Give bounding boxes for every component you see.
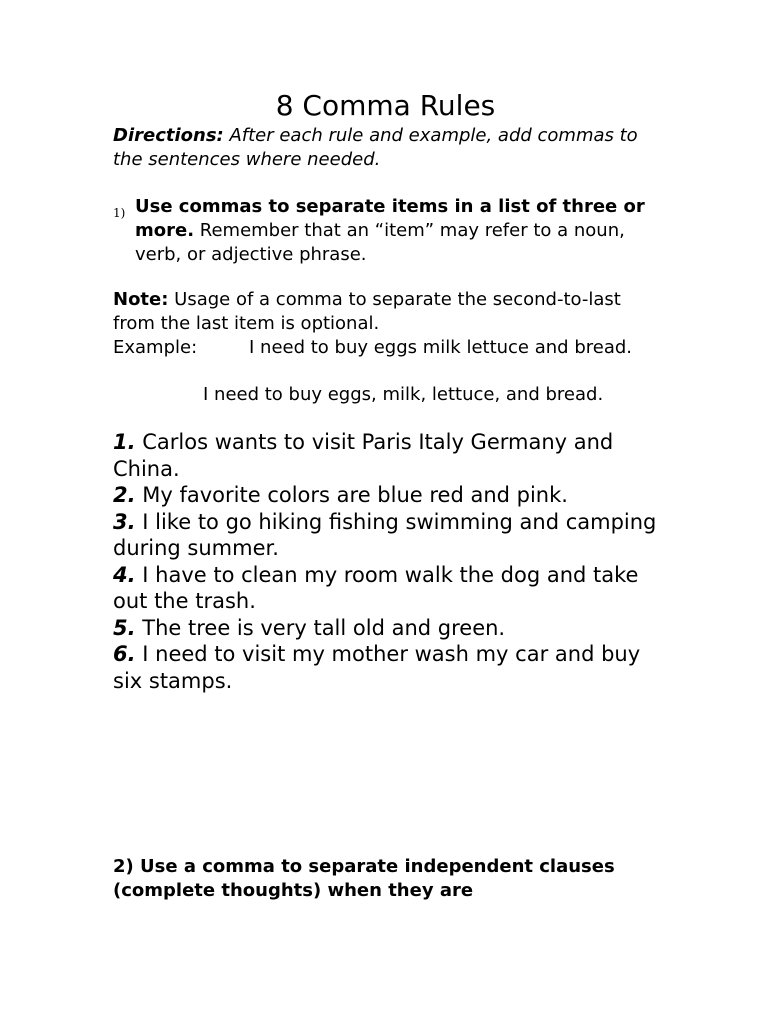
practice-item bbox=[113, 429, 658, 482]
practice-sentence: I have to clean my room walk the dog and take out the trash. bbox=[113, 562, 639, 613]
practice-item bbox=[113, 562, 658, 615]
practice-number: 1. bbox=[113, 430, 136, 454]
rule-1-body bbox=[135, 195, 658, 267]
rule-1-text: Remember that an “item” may refer to a noun, verb, or adjective phrase. bbox=[135, 220, 625, 265]
directions-label: Directions: bbox=[113, 125, 224, 146]
directions bbox=[113, 124, 658, 172]
practice-sentence: The tree is very tall old and green. bbox=[135, 615, 506, 640]
practice-number: 6. bbox=[113, 642, 136, 666]
note-label: Note: bbox=[113, 289, 169, 310]
practice-number: 4. bbox=[113, 562, 136, 587]
practice-number: 5. bbox=[113, 615, 136, 640]
practice-list bbox=[113, 429, 658, 694]
example-before: I need to buy eggs milk lettuce and bread. bbox=[249, 337, 633, 358]
practice-item bbox=[113, 482, 658, 509]
practice-number: 2. bbox=[113, 483, 136, 507]
rule-1-heading: Use commas to separate items in a list of three or more. bbox=[135, 196, 645, 241]
note bbox=[113, 288, 658, 336]
rule-2-heading: 2) Use a comma to separate independent clauses (complete thoughts) when they are bbox=[113, 856, 615, 901]
note-text: Usage of a comma to separate the second-to-last from the last item is optional. bbox=[113, 289, 621, 334]
practice-sentence: I like to go hiking fishing swimming and camping during summer. bbox=[113, 509, 657, 560]
practice-item bbox=[113, 641, 658, 694]
example-after: I need to buy eggs, milk, lettuce, and bread. bbox=[203, 384, 604, 405]
rule-1 bbox=[113, 195, 658, 267]
practice-item bbox=[113, 509, 658, 562]
practice-sentence: My favorite colors are blue red and pink. bbox=[135, 483, 568, 507]
page-title: 8 Comma Rules bbox=[275, 89, 496, 122]
example-label: Example: bbox=[113, 337, 198, 358]
practice-sentence: Carlos wants to visit Paris Italy Germany and China. bbox=[113, 430, 614, 481]
practice-number: 3. bbox=[113, 509, 136, 534]
directions-text: After each rule and example, add commas to the sentences where needed. bbox=[113, 125, 638, 170]
rule-1-number: 1) bbox=[113, 206, 126, 220]
example bbox=[113, 336, 658, 360]
practice-sentence: I need to visit my mother wash my car and buy six stamps. bbox=[113, 642, 641, 693]
practice-item bbox=[113, 615, 658, 642]
